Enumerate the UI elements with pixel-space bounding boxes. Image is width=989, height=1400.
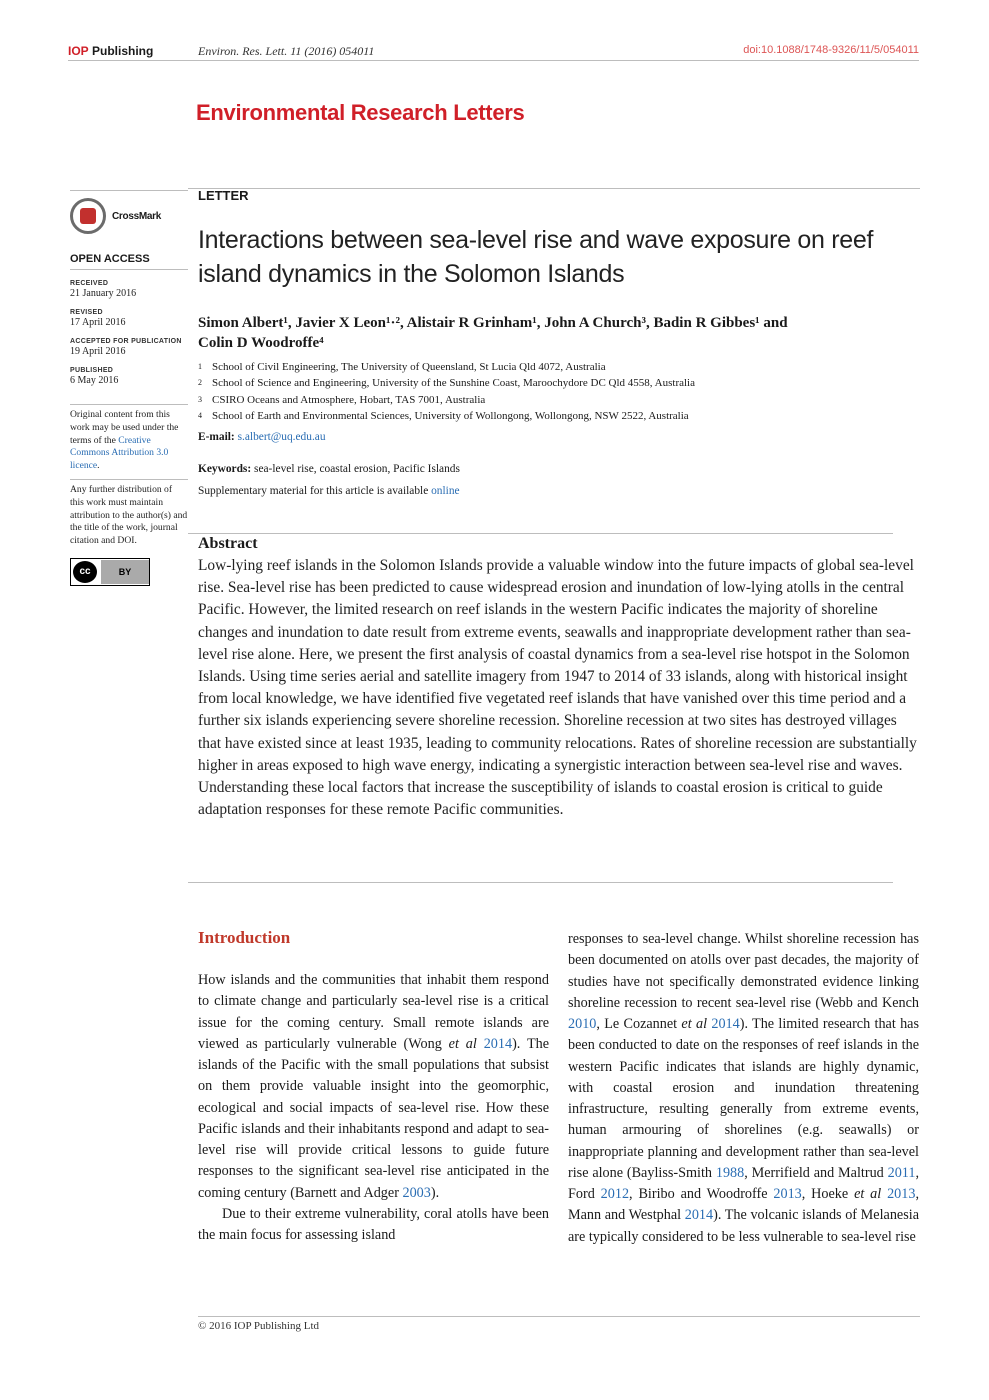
email-link[interactable]: s.albert@uq.edu.au [237,431,326,444]
license-link[interactable]: Creative Commons Attribution 3.0 licence [70,434,169,472]
authors-line-1: Simon Albert¹, Javier X Leon¹·², Alistair R Grinham¹, John A Church³, Badin R Gibbes¹ and [198,315,788,331]
cc-by-badge[interactable] [70,558,150,586]
corresponding-email: E-mail: s.albert@uq.edu.au [198,431,326,444]
open-access-label: OPEN ACCESS [70,253,188,270]
article-front-matter [198,188,920,497]
date-published: PUBLISHED 6 May 2016 [70,367,119,386]
citation-link[interactable]: 2011 [887,1164,916,1181]
citation-link[interactable]: 2014 [711,1016,740,1032]
article-sidebar [70,190,188,586]
citation-link[interactable]: 2003 [402,1184,431,1201]
supplementary-link[interactable]: online [431,485,460,498]
article-type: LETTER [198,188,249,203]
abstract-text: Low-lying reef islands in the Solomon Islands provide a valuable window into the future impacts of global sea-level rise. Sea-level rise has been predicted to cause widespread erosion and inundation of low-lying atolls in the central Pacific. However, the limited research on reef islands in the western Pacific indicates the majority of shoreline changes and inundation to date result from extreme events, seawalls and inappropriate development rather than sea-level rise alone. Here, we present the first analysis of coastal dynamics from a sea-level rise hotspot in the Solomon Islands. Using time series aerial and satellite imagery from 1947 to 2014 of 33 islands, along with historical insight from local knowledge, we have identified five vegetated reef islands that have vanished over this time period and a further six islands experiencing severe shoreline recession. Shoreline recession at two sites has destroyed villages that have existed since at least 1935, leading to community relocations. Rates of shoreline recession are substantially higher in areas exposed to high wave energy, indicating a synergistic interaction between sea-level rise and waves. Understanding these local factors that increase the susceptibility of islands to coastal erosion is critical to guide adaptation responses for these remote Pacific communities. [198,557,917,819]
affiliation-item: 1 School of Civil Engineering, The University of Queensland, St Lucia Qld 4072, Australia [198,361,606,373]
abstract-section [198,535,920,821]
introduction-heading: Introduction [198,928,291,947]
citation-link[interactable]: 1988 [715,1164,745,1181]
intro-paragraph-1: How islands and the communities that inhabit them respond to climate change and particularly sea-level rise is a critical issue for the coming century. Small remote islands are viewed as particularly vulnerable (Wong et al 2014). The islands of the Pacific with the small populations that subsist on them provide valuable insight into the geomorphic, ecological and social impacts of sea-level rise. How these Pacific islands and their inhabitants respond and adapt to sea-level rise will provide critical lessons to guide future responses to the significant sea-level rise anticipated in the coming century (Barnett and Adger 2003). [198,972,550,1201]
sidebar-divider [70,190,188,191]
by-icon: BY [101,560,149,584]
intro-paragraph-2: Due to their extreme vulnerability, coral atolls have been the main focus for assessing island [198,1205,549,1243]
date-accepted: ACCEPTED FOR PUBLICATION 19 April 2016 [70,338,182,357]
journal-name: Environmental Research Letters [196,100,525,125]
license-notice: Original content from this work may be used under the terms of the Creative Commons Attribution 3.0 licence. [70,404,188,473]
citation-link[interactable]: 2013 [887,1186,916,1202]
authors-line-2: Colin D Woodroffe⁴ [198,335,324,351]
article-title: Interactions between sea-level rise and wave exposure on reef island dynamics in the Solomon Islands [198,226,874,288]
date-received: RECEIVED 21 January 2016 [70,280,137,299]
running-header [68,38,919,61]
date-revised: REVISED 17 April 2016 [70,309,126,328]
publisher-logo [68,44,153,58]
abstract-bottom-rule [188,882,893,883]
citation-link[interactable]: 2012 [600,1186,630,1202]
doi-link[interactable]: doi:10.1088/1748-9326/11/5/054011 [743,44,919,56]
affiliation-item: 2 School of Science and Engineering, University of the Sunshine Coast, Maroochydore DC Qld 4558, Australia [198,377,695,390]
body-column-right [568,929,919,1248]
journal-citation: Environ. Res. Lett. 11 (2016) 054011 [198,44,375,58]
citation-link[interactable]: 2013 [773,1186,802,1202]
affiliation-item: 4 School of Earth and Environmental Sciences, University of Wollongong, Wollongong, NSW 2522, Australia [198,409,689,422]
citation-link[interactable]: 2014 [483,1035,513,1052]
supplementary-note: Supplementary material for this article is available online [198,485,460,498]
publisher-name: Publishing [92,44,154,58]
crossmark-icon [70,198,106,234]
crossmark-label: CrossMark [112,210,161,222]
iop-mark: IOP [68,44,89,58]
author-list [198,313,920,353]
cc-icon: cc [73,561,97,583]
copyright-footer: © 2016 IOP Publishing Ltd [198,1316,920,1332]
affiliations [198,359,920,424]
intro-paragraph-continued: responses to sea-level change. Whilst shoreline recession has been documented on atolls over past decades, the majority of studies have not specifically demonstrated evidence linking shoreline recession to recent sea-level rise (Webb and Kench 2010, Le Cozannet et al 2014). The limited research that has been conducted to date on the responses of reef islands in the western Pacific indicates that islands are highly dynamic, with coastal erosion and inundation threatening infrastructure, resulting generally from extreme events, human armouring of shorelines (e.g. seawalls) or inappropriate planning and development rather than sea-level rise alone (Bayliss-Smith 1988, Merrifield and Maltrud 2011, Ford 2012, Biribo and Woodroffe 2013, Hoeke et al 2013, Mann and Westphal 2014). The volcanic islands of Melanesia are typically considered to be less vulnerable to sea-level rise [568,931,920,1245]
abstract-top-rule [188,533,893,534]
body-column-left [198,970,549,1246]
distribution-notice: Any further distribution of this work must maintain attribution to the author(s) and the title of the work, journal citation and DOI. [70,479,188,548]
abstract-heading: Abstract [198,535,258,552]
citation-link[interactable]: 2010 [568,1016,597,1032]
citation-link[interactable]: 2014 [684,1207,714,1224]
crossmark-badge[interactable] [70,197,188,235]
affiliation-item: 3 CSIRO Oceans and Atmosphere, Hobart, TAS 7001, Australia [198,393,486,406]
keywords: Keywords: sea-level rise, coastal erosion, Pacific Islands [198,463,460,476]
